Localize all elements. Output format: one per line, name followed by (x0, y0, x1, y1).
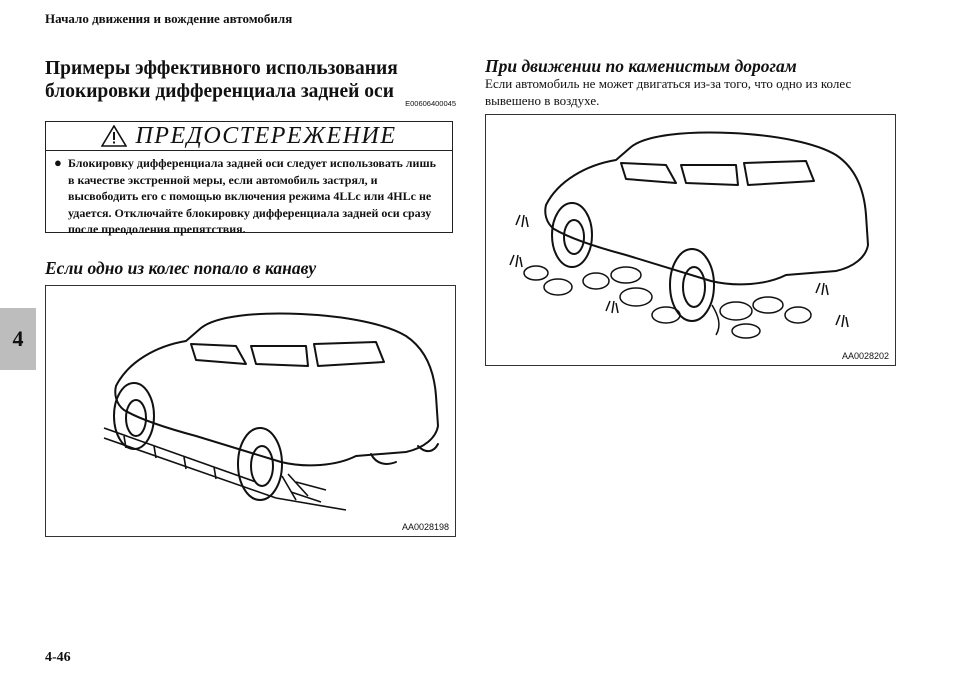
running-header: Начало движения и вождение автомобиля (45, 11, 293, 26)
warning-header (46, 122, 452, 151)
ditch-heading: Если одно из колес попало в канаву (45, 258, 317, 278)
rocky-figure-label: AA0028202 (841, 351, 889, 361)
section-title-line-2: блокировки дифференциала задней оси (45, 81, 394, 102)
ditch-figure (45, 285, 456, 537)
rocky-illustration (486, 115, 895, 365)
chapter-tab (0, 308, 36, 370)
warning-title: ПРЕДОСТЕРЕЖЕНИЕ (135, 122, 397, 149)
warning-box (45, 121, 453, 236)
rocky-text-line-1: Если автомобиль не может двигаться из-за того, что одно из колес (485, 76, 852, 91)
section-title-line-1: Примеры эффективного использования (45, 58, 398, 79)
rocky-text-line-2: вывешено в воздухе. (485, 92, 600, 108)
rocky-figure (485, 114, 896, 366)
rocky-text (485, 76, 905, 109)
ditch-illustration (46, 286, 455, 536)
warning-text: Блокировку дифференциала задней оси следует использовать лишь в качестве экстренной меры, если автомобиль застрял, и высвободить его с помощью включения режима 4LLc или 4HLc не удается. Отключайте блокировку дифференциала задней оси сразу после преодоления препятствия. (68, 156, 436, 236)
ditch-figure-label: AA0028198 (401, 522, 449, 532)
bullet-icon: ● (54, 155, 62, 170)
chapter-number: 4 (12, 326, 24, 351)
warning-triangle-icon (101, 125, 127, 147)
page-number: 4-46 (45, 650, 71, 665)
warning-body (54, 155, 442, 238)
rocky-heading: При движении по каменистым дорогам (485, 56, 797, 76)
section-title (45, 57, 465, 103)
section-code: E00606400045 (405, 99, 456, 108)
